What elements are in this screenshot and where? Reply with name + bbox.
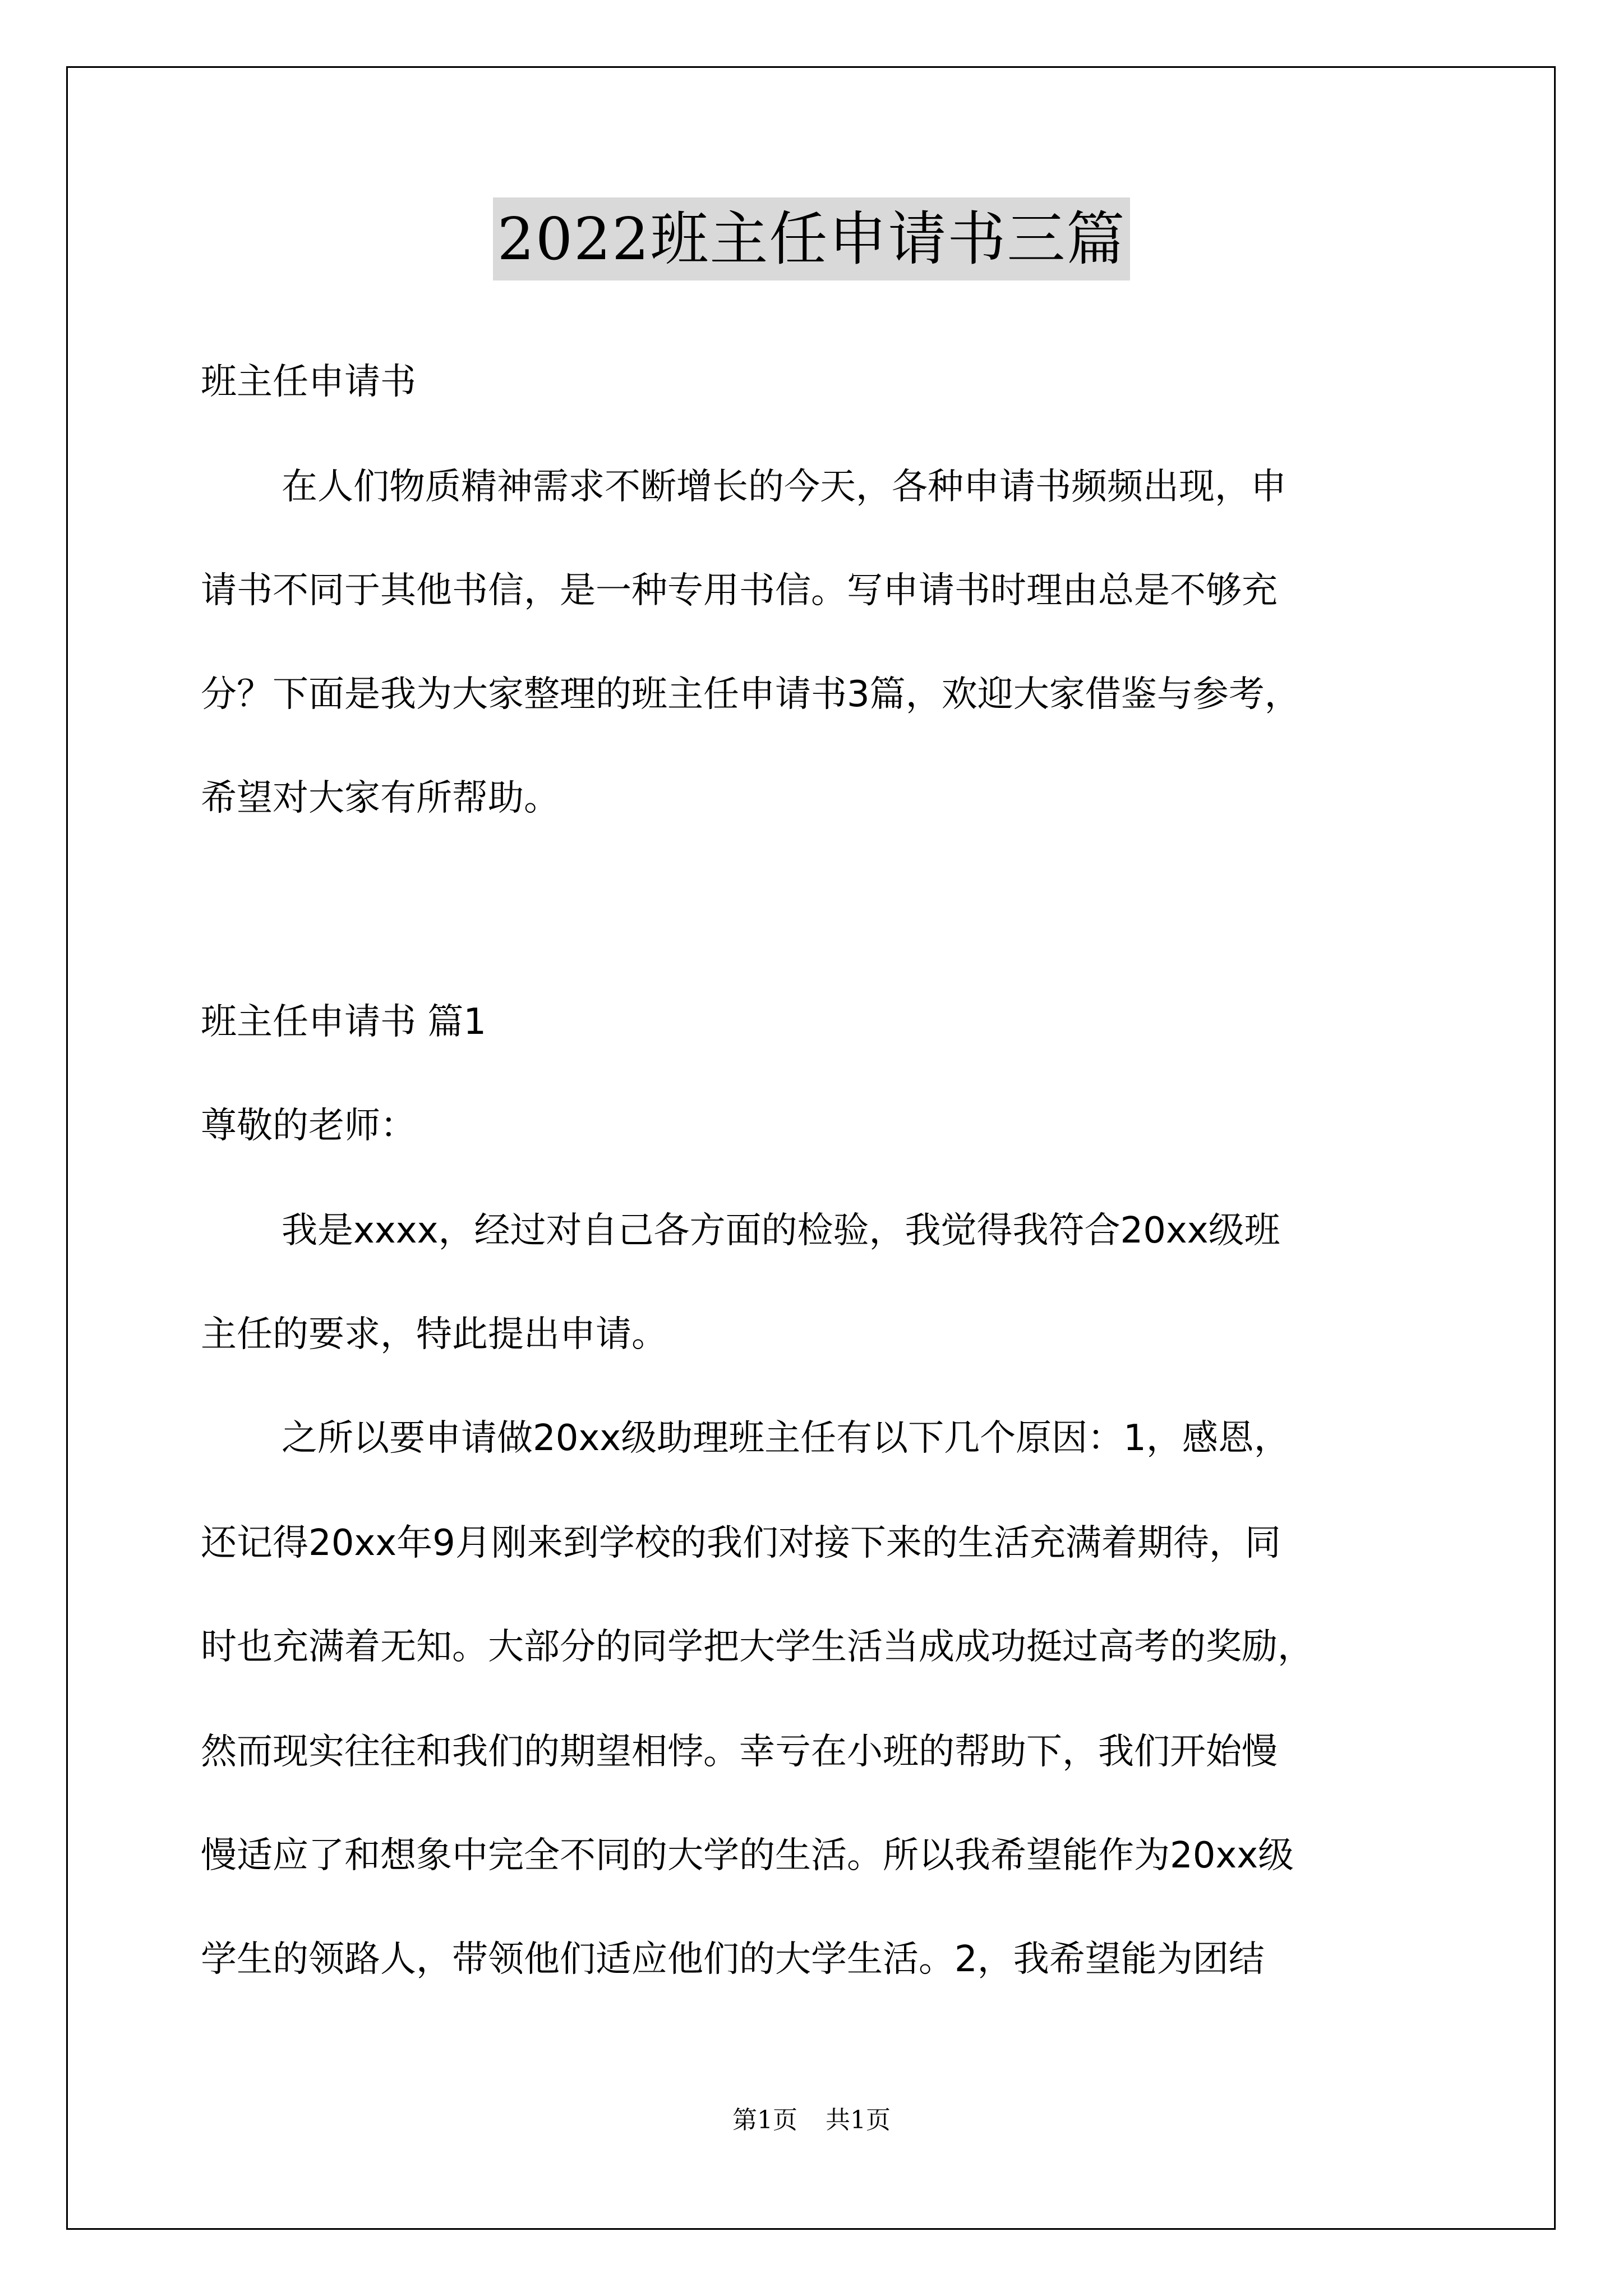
- document-title: 2022班主任申请书三篇: [493, 197, 1131, 280]
- title-container: [0, 197, 1623, 280]
- paragraph-line: 慢适应了和想象中完全不同的大学的生活。所以我希望能作为20xx级: [201, 1835, 1294, 1876]
- paragraph-line: 在人们物质精神需求不断增长的今天，各种申请书频频出现，申: [282, 466, 1287, 508]
- paragraph-line: 主任的要求，特此提出申请。: [201, 1314, 667, 1355]
- paragraph-line: 时也充满着无知。大部分的同学把大学生活当成成功挺过高考的奖励，: [201, 1626, 1313, 1668]
- page-footer: [0, 2100, 1623, 2136]
- section-heading: 班主任申请书: [201, 361, 416, 403]
- paragraph-line: 请书不同于其他书信，是一种专用书信。写申请书时理由总是不够充: [201, 570, 1278, 611]
- page-total: 共1页: [826, 2106, 891, 2134]
- salutation: 尊敬的老师：: [201, 1105, 416, 1147]
- paragraph-line: 之所以要申请做20xx级助理班主任有以下几个原因：1，感恩，: [282, 1418, 1290, 1459]
- paragraph-line: 还记得20xx年9月刚来到学校的我们对接下来的生活充满着期待，同: [201, 1522, 1281, 1564]
- paragraph-line: 分？下面是我为大家整理的班主任申请书3篇，欢迎大家借鉴与参考，: [201, 674, 1301, 715]
- paragraph-line: 我是xxxx，经过对自己各方面的检验，我觉得我符合20xx级班: [282, 1210, 1280, 1251]
- paragraph-line: 学生的领路人，带领他们适应他们的大学生活。2，我希望能为团结: [201, 1939, 1265, 1980]
- section-heading: 班主任申请书 篇1: [201, 1001, 487, 1043]
- paragraph-line: 希望对大家有所帮助。: [201, 777, 560, 819]
- page-number: 第1页: [732, 2106, 797, 2134]
- paragraph-line: 然而现实往往和我们的期望相悖。幸亏在小班的帮助下，我们开始慢: [201, 1731, 1278, 1773]
